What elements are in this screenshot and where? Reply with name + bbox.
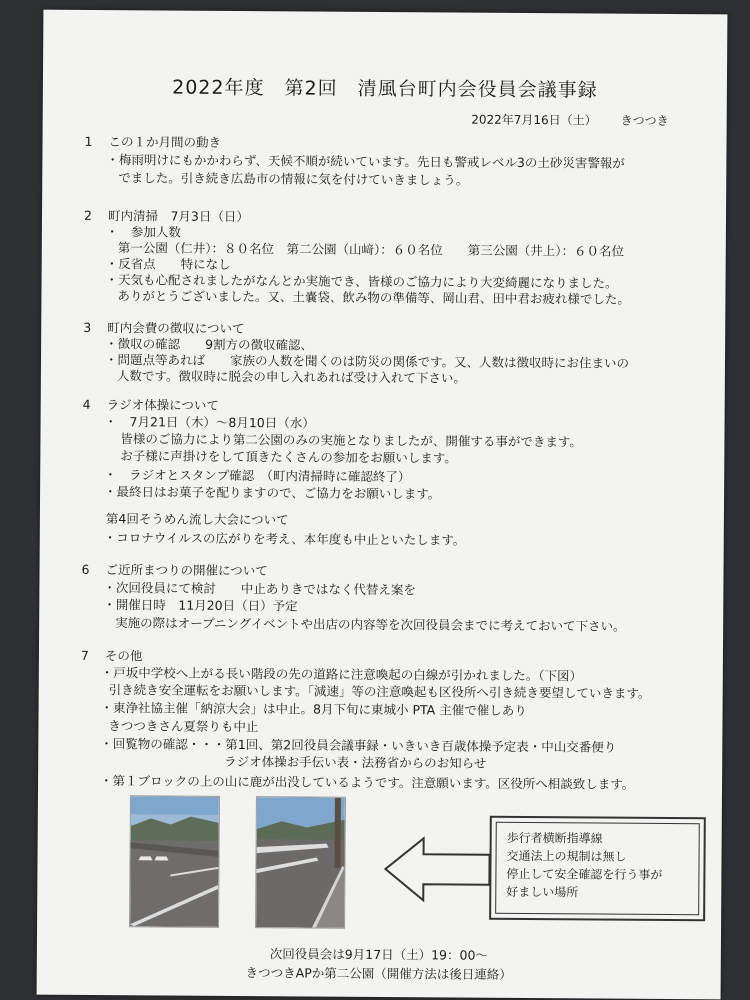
section-heading-3: 3 町内会費の徴収について [83,319,245,337]
section-heading-7: 7 その他 [80,647,143,664]
text-line: ・ ラジオとスタンプ確認 （町内清掃時に確認終了） [104,467,411,485]
text-line: きつつきさん夏祭りも中止 [108,718,259,735]
text-line: ・東浄社協主催「納涼大会」は中止。8月下旬に東城小 PTA 主催で催しあり [100,700,527,719]
document-page [37,10,728,1000]
text-line: ・戸坂中学校へ上がる長い階段の先の道路に注意喚起の白線が引かれました。（下図） [100,665,583,684]
callout-line: 歩行者横断指導線 [506,830,603,846]
text-line: ・第１ブロックの上の山に鹿が出没しているようです。注意願います。区役所へ相談致します。 [100,773,635,792]
section-heading-4: 4 ラジオ体操について [82,396,220,413]
document-meta [471,111,669,129]
next-meeting-line: 次回役員会は9月17日（土）19：00～ [269,946,488,963]
text-line: ・梅雨明けにもかかわらず、天候不順が続いています。先日も警戒レベル3の土砂災害警報が [106,152,625,171]
text-line: ・反省点 特になし [105,256,231,272]
text-line: 第一公園（仁井）：８０名位 第二公園（山﨑）：６０名位 第三公園（井上）：６０名位 [117,240,625,259]
text-line: ・ 参加人数 [105,224,181,240]
section-heading-1: 1 この１か月間の動き [84,133,222,150]
section-heading-5: 第4回そうめん流し大会について [105,511,289,528]
text-line: 人数です。徴収時に脱会の申し入れあれば受け入れて下さい。 [116,368,466,386]
text-line: お子様に声掛けをして頂きたくさんの参加をお願いします。 [120,448,457,466]
text-line: ・ 7月21日（木）～8月10日（水） [104,414,315,431]
callout-line: 交通法上の規制は無し [506,848,627,864]
text-line: でました。引き続き広島市の情報に気を付けていきましょう。 [118,170,469,188]
text-line: ・最終日はお菓子を配りますので、ご協力をお願いします。 [104,484,441,502]
text-line: ・徴収の確認 9割方の徴収確認、 [105,336,314,353]
text-line: ・開催日時 11月20日（日）予定 [103,597,298,614]
text-line: ラジオ体操お手伝い表・法務省からのお知らせ [224,753,487,771]
document-title: 2022年度 第2回 清風台町内会役員会議事録 [172,76,598,102]
text-line: ・回覧物の確認・・・第1回、第2回役員会議事録・いきいき百歳体操予定表・中山交番便り [100,736,617,755]
section-heading-6: 6 ご近所まつりの開催について [81,561,268,579]
text-line: 実施の際はオープニングイベントや出店の内容等を次回役員会までに考えておいて下さい。 [115,615,626,634]
road-photo-1 [129,795,220,928]
next-meeting-place: きつつきAPか第二公園（開催方法は後日連絡） [245,965,512,982]
text-line: 皆様のご協力により第二公園のみの実施となりましたが、開催する事ができます。 [120,431,583,450]
callout-box [489,816,706,922]
callout-line: 好ましい場所 [506,884,579,900]
text-line: ・天気も心配されましたがなんとか実施でき、皆様のご協力により大変綺麗になりました。 [105,272,618,291]
text-line: ありがとうございました。又、土嚢袋、飲み物の準備等、岡山君、田中君お疲れ様でした。 [117,288,631,307]
text-line: 引き続き安全運転をお願いします。「減速」等の注意喚起も区役所へ引き続き要望していきます。 [108,682,651,701]
section-heading-2: 2 町内清掃 7月3日（日） [83,207,249,225]
text-line: ・コロナウイルスの広がりを考え、本年度も中止といたします。 [103,530,466,548]
meeting-date: 2022年7月16日（土） [471,112,597,128]
text-line: ・次回役員にて検討 中止ありきではなく代替え案を [103,580,416,598]
text-line: ・問題点等あれば 家族の人数を聞くのは防災の関係です。又、人数は徴収時にお住まいの [104,352,630,371]
author-name: きつつき [620,113,669,128]
road-photo-2 [255,796,346,929]
callout-line: 停止して安全確認を行う事が [506,866,663,882]
callout-arrow-icon [381,834,491,905]
